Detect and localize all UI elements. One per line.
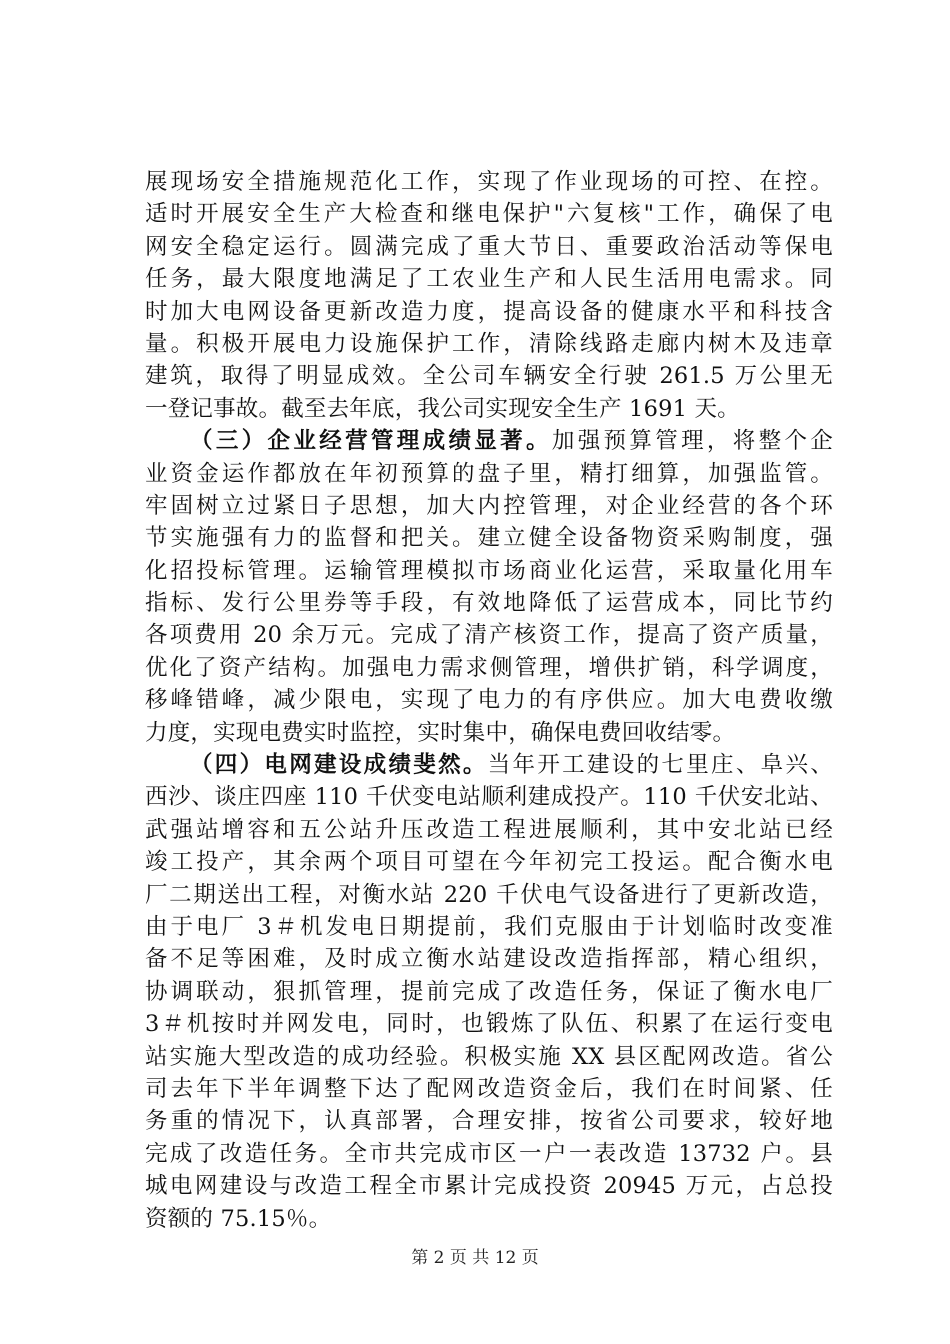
paragraph-line — [145, 652, 833, 684]
line-text: 西沙、谈庄四座 110 千伏变电站顺利建成投产。110 千伏安北站、 — [145, 784, 833, 811]
paragraph-line — [145, 555, 833, 587]
paragraph-line — [145, 522, 833, 554]
paragraph-line — [145, 846, 833, 878]
line-text: 司去年下半年调整下达了配网改造资金后，我们在时间紧、任 — [145, 1075, 833, 1102]
paragraph-line — [145, 879, 833, 911]
line-text: 牢固树立过紧日子思想，加大内控管理，对企业经营的各个环 — [145, 492, 833, 519]
line-text: 力度，实现电费实时监控，实时集中，确保电费回收结零。 — [145, 719, 736, 746]
paragraph-line — [145, 231, 833, 263]
paragraph-line — [145, 587, 833, 619]
line-text: 厂二期送出工程，对衡水站 220 千伏电气设备进行了更新改造， — [145, 881, 833, 908]
line-text: 资额的 75.15％。 — [145, 1205, 332, 1232]
paragraph-line — [145, 1008, 833, 1040]
paragraph-line — [145, 976, 833, 1008]
section-heading-line — [145, 749, 833, 781]
paragraph-line — [145, 1138, 833, 1170]
line-text: 网安全稳定运行。圆满完成了重大节日、重要政治活动等保电 — [145, 233, 833, 260]
paragraph-line — [145, 263, 833, 295]
line-text: 3＃机按时并网发电，同时，也锻炼了队伍、积累了在运行变电 — [145, 1011, 833, 1038]
paragraph-line — [145, 619, 833, 651]
section-heading: （三）企业经营管理成绩显著。 — [190, 428, 552, 455]
line-text: 化招投标管理。运输管理模拟市场商业化运营，采取量化用车 — [145, 557, 833, 584]
line-text: 建筑，取得了明显成效。全公司车辆安全行驶 261.5 万公里无 — [145, 363, 833, 390]
section-heading: （四）电网建设成绩斐然。 — [190, 752, 488, 779]
paragraph-line — [145, 166, 833, 198]
paragraph-line — [145, 943, 833, 975]
line-text: 当年开工建设的七里庄、阜兴、 — [487, 752, 833, 779]
section-heading-line — [145, 425, 833, 457]
paragraph-line — [145, 490, 833, 522]
paragraph-line — [145, 1105, 833, 1137]
paragraph-line — [145, 781, 833, 813]
paragraph-line — [145, 458, 833, 490]
page-footer: 第 2 页 共 12 页 — [411, 1248, 539, 1268]
paragraph-line — [145, 360, 833, 392]
paragraph-line — [145, 1073, 833, 1105]
line-text: 量。积极开展电力设施保护工作，清除线路走廊内树木及违章 — [145, 330, 833, 357]
line-text: 移峰错峰，减少限电，实现了电力的有序供应。加大电费收缴 — [145, 687, 833, 714]
line-text: 站实施大型改造的成功经验。积极实施 XX 县区配网改造。省公 — [145, 1043, 833, 1070]
line-text: 协调联动，狠抓管理，提前完成了改造任务，保证了衡水电厂 — [145, 978, 833, 1005]
line-text: 完成了改造任务。全市共完成市区一户一表改造 13732 户。县 — [145, 1140, 833, 1167]
line-text: 适时开展安全生产大检查和继电保护"六复核"工作，确保了电 — [145, 201, 833, 228]
line-text: 优化了资产结构。加强电力需求侧管理，增供扩销，科学调度， — [145, 654, 833, 681]
document-body — [145, 166, 833, 1235]
paragraph-line — [145, 296, 833, 328]
paragraph-line — [145, 1203, 833, 1235]
line-text: 节实施强有力的监督和把关。建立健全设备物资采购制度，强 — [145, 525, 833, 552]
line-text: 武强站增容和五公站升压改造工程进展顺利，其中安北站已经 — [145, 816, 833, 843]
line-text: 由于电厂 3＃机发电日期提前，我们克服由于计划临时改变准 — [145, 913, 833, 940]
paragraph-line — [145, 684, 833, 716]
line-text: 指标、发行公里券等手段，有效地降低了运营成本，同比节约 — [145, 590, 833, 617]
paragraph-line — [145, 393, 833, 425]
line-text: 任务，最大限度地满足了工农业生产和人民生活用电需求。同 — [145, 266, 833, 293]
line-text: 务重的情况下，认真部署，合理安排，按省公司要求，较好地 — [145, 1108, 833, 1135]
line-text: 一登记事故。截至去年底，我公司实现安全生产 1691 天。 — [145, 395, 740, 422]
paragraph-line — [145, 1170, 833, 1202]
line-text: 竣工投产，其余两个项目可望在今年初完工投运。配合衡水电 — [145, 849, 833, 876]
paragraph-line — [145, 198, 833, 230]
paragraph-line — [145, 1041, 833, 1073]
line-text: 展现场安全措施规范化工作，实现了作业现场的可控、在控。 — [145, 169, 833, 195]
line-text: 业资金运作都放在年初预算的盘子里，精打细算，加强监管。 — [145, 460, 833, 487]
paragraph-line — [145, 911, 833, 943]
paragraph-line — [145, 717, 833, 749]
line-text: 备不足等困难，及时成立衡水站建设改造指挥部，精心组织， — [145, 946, 833, 973]
line-text: 城电网建设与改造工程全市累计完成投资 20945 万元，占总投 — [145, 1173, 833, 1200]
line-text: 时加大电网设备更新改造力度，提高设备的健康水平和科技含 — [145, 298, 833, 325]
paragraph-line — [145, 328, 833, 360]
paragraph-line — [145, 814, 833, 846]
line-text: 各项费用 20 余万元。完成了清产核资工作，提高了资产质量， — [145, 622, 833, 649]
line-text: 加强预算管理，将整个企 — [551, 428, 833, 455]
